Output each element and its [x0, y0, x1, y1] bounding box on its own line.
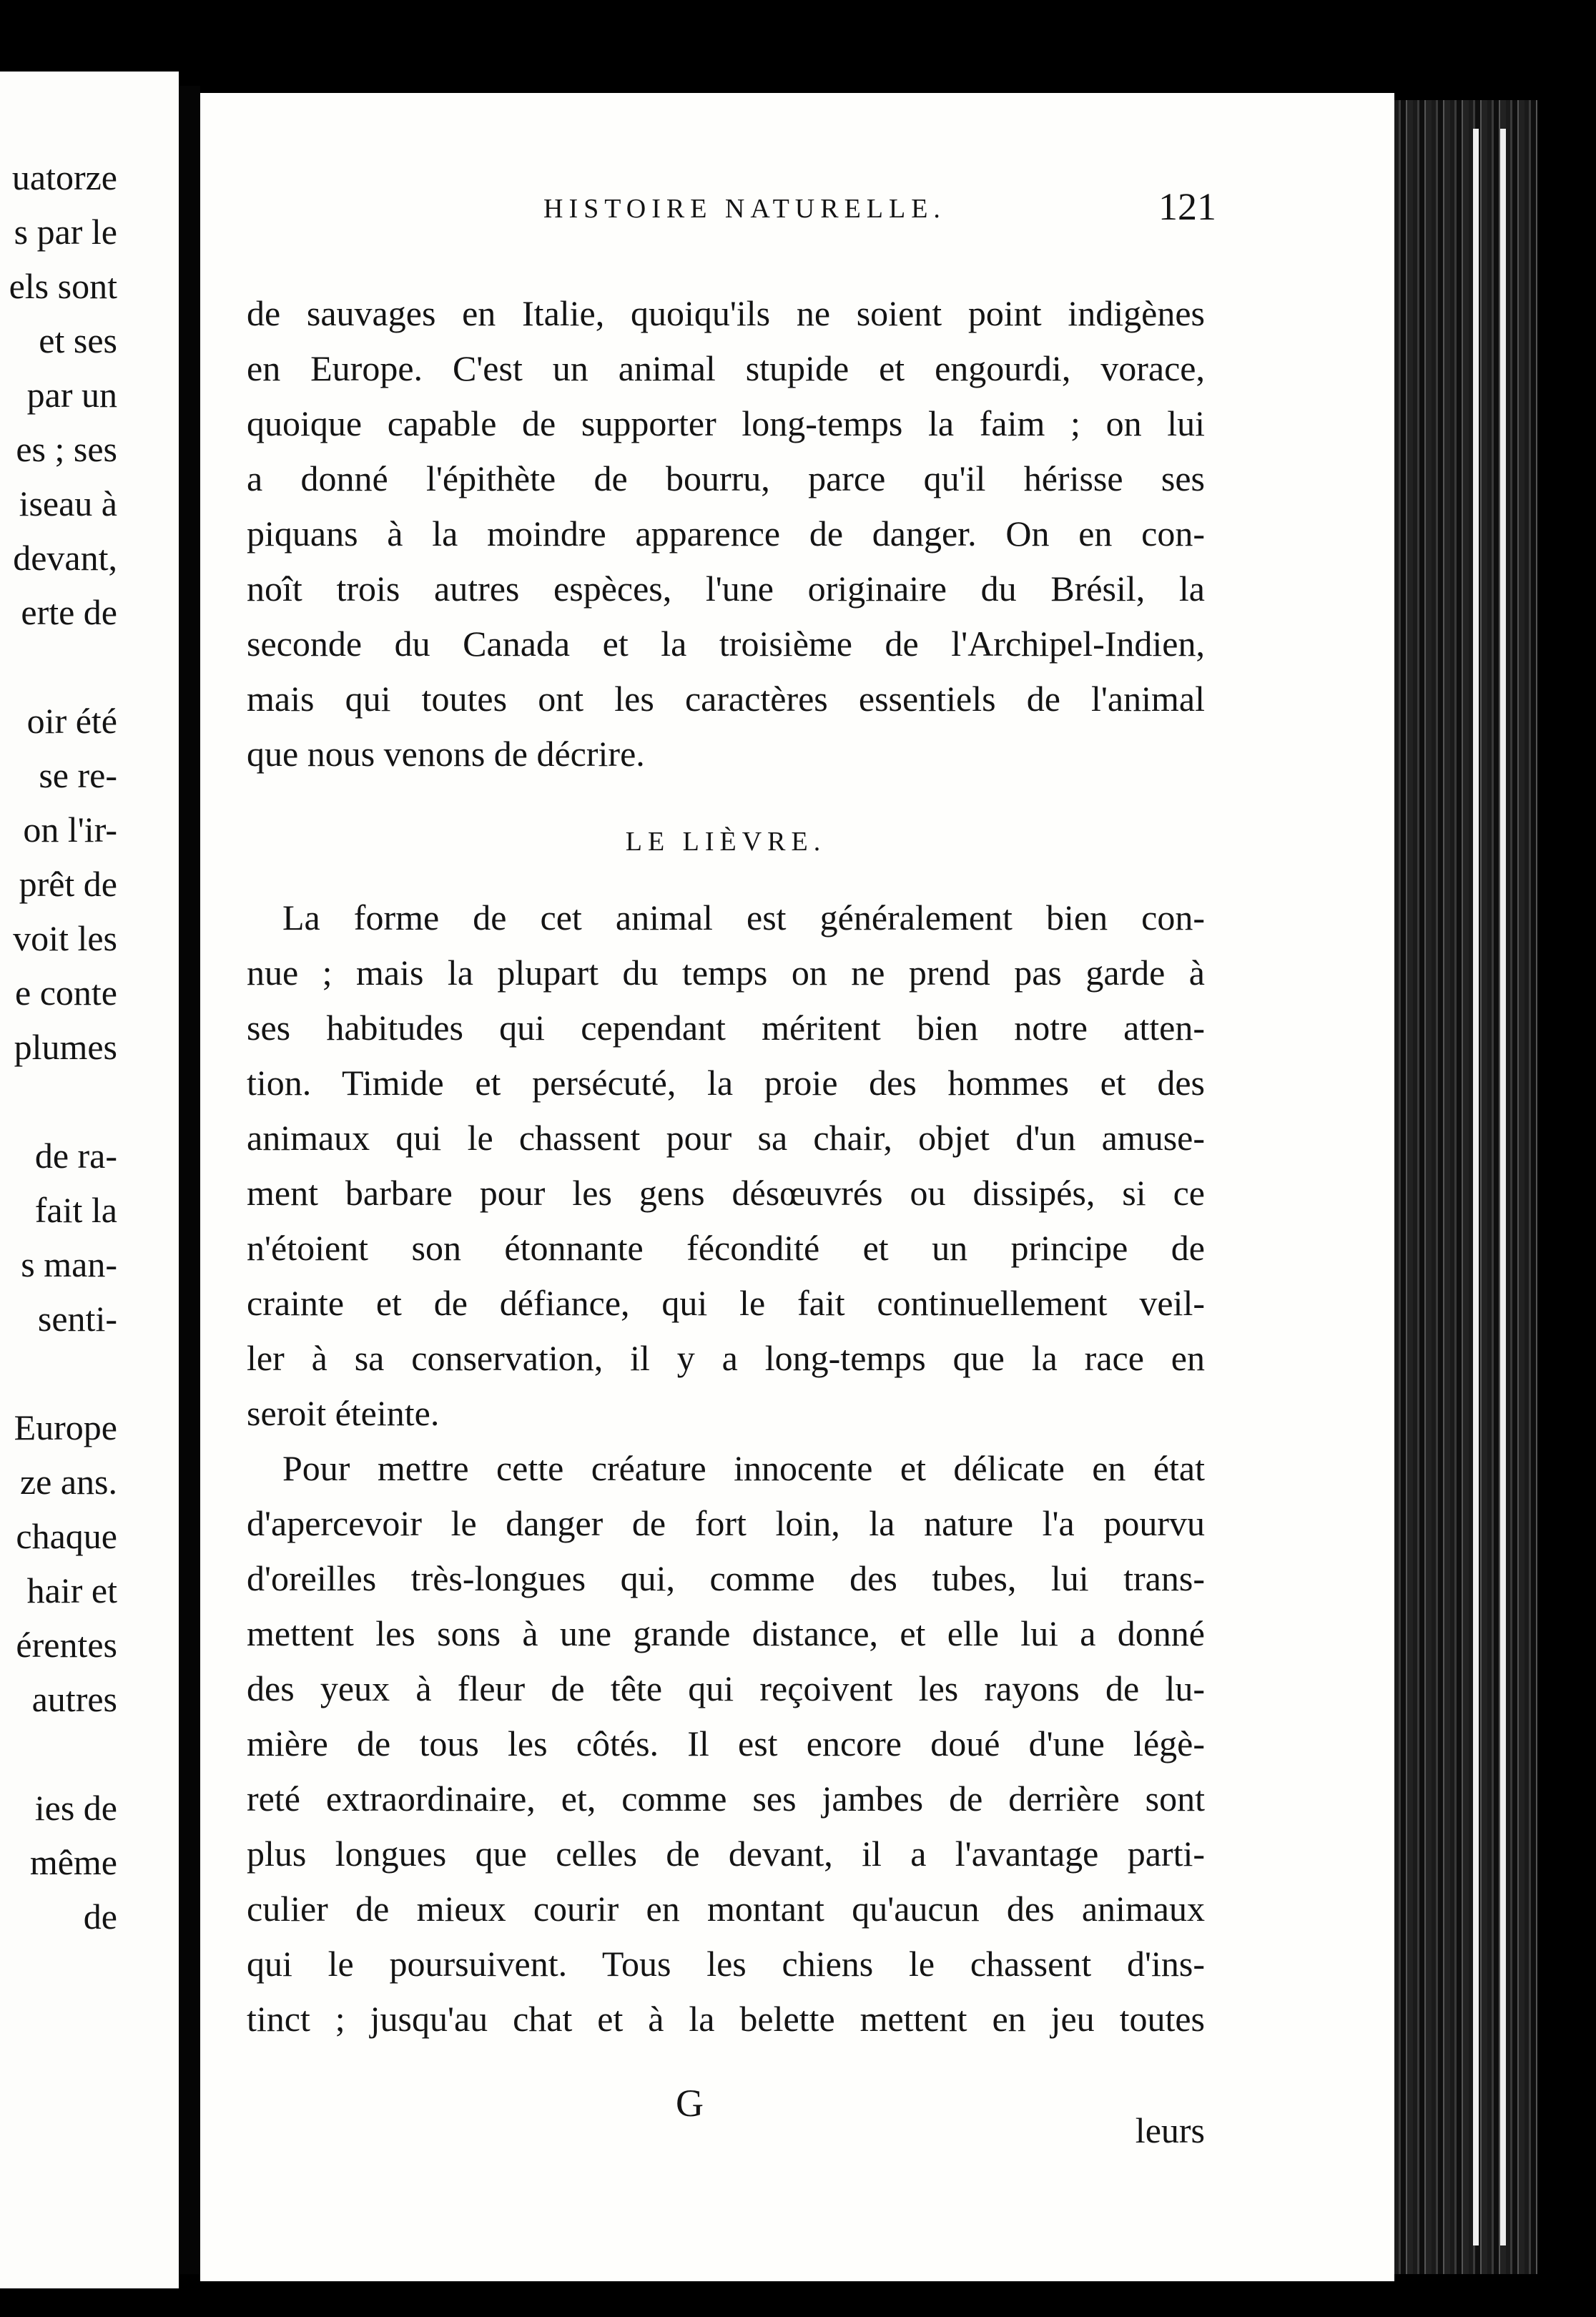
text-line: d'apercevoir le danger de fort loin, la nature l'a pourvu — [247, 1503, 1205, 1543]
section-title: LE LIÈVRE. — [625, 827, 827, 857]
left-page-fragment — [0, 72, 179, 2288]
text-line: a donné l'épithète de bourru, parce qu'il hérisse ses — [247, 458, 1205, 498]
text-line: crainte et de défiance, qui le fait continuellement veil- — [247, 1283, 1205, 1323]
left-page-line: ies de — [34, 1788, 117, 1828]
text-line: reté extraordinaire, et, comme ses jambes de derrière sont — [247, 1779, 1205, 1819]
left-page-line: fait la — [34, 1190, 117, 1230]
signature-mark: G — [676, 2082, 704, 2125]
left-page-line: senti- — [37, 1299, 117, 1339]
text-line: seroit éteinte. — [247, 1393, 440, 1433]
left-page-line: prêt de — [19, 864, 117, 904]
text-line: noît trois autres espèces, l'une originaire du Brésil, la — [247, 569, 1205, 609]
text-line: ler à sa conservation, il y a long-temps que la race en — [247, 1338, 1205, 1378]
left-page-line: érentes — [16, 1625, 117, 1665]
left-page-line: on l'ir- — [23, 810, 117, 850]
text-line: mais qui toutes ont les caractères essentiels de l'animal — [247, 679, 1205, 719]
page-number: 121 — [1158, 185, 1216, 228]
text-line: animaux qui le chassent pour sa chair, objet d'un amuse- — [247, 1118, 1205, 1158]
text-line: La forme de cet animal est généralement bien con- — [282, 897, 1205, 938]
text-line: de sauvages en Italie, quoiqu'ils ne soient point indigènes — [247, 293, 1205, 333]
text-line: culier de mieux courir en montant qu'aucun des animaux — [247, 1889, 1205, 1929]
text-line: tion. Timide et persécuté, la proie des hommes et des — [247, 1063, 1205, 1103]
catchword: leurs — [1135, 2110, 1205, 2150]
left-page-line: iseau à — [19, 483, 117, 523]
text-line: que nous venons de décrire. — [247, 734, 645, 774]
paragraph-hedgehog-end — [247, 286, 1205, 782]
book-gutter — [179, 86, 200, 2274]
page-footer — [247, 2081, 1205, 2150]
text-line: seconde du Canada et la troisième de l'Archipel-Indien, — [247, 624, 1205, 664]
text-line: des yeux à fleur de tête qui reçoivent les rayons de lu- — [247, 1668, 1205, 1708]
text-line: qui le poursuivent. Tous les chiens le chassent d'ins- — [247, 1944, 1205, 1984]
left-page-line: devant, — [13, 538, 117, 578]
text-line: piquans à la moindre apparence de danger. On en con- — [247, 513, 1205, 554]
page-edge-strip — [1500, 129, 1506, 2245]
left-page-line: plumes — [14, 1027, 117, 1067]
left-page-line: uatorze — [11, 157, 117, 197]
text-line: n'étoient son étonnante fécondité et un principe de — [247, 1228, 1205, 1268]
left-page-line: même — [29, 1842, 117, 1882]
body-text — [247, 286, 1205, 2047]
running-title: HISTOIRE NATURELLE. — [543, 194, 946, 224]
text-line: quoique capable de supporter long-temps la faim ; on lui — [247, 403, 1205, 443]
left-page-line: Europe — [14, 1407, 117, 1447]
text-line: Pour mettre cette créature innocente et délicate en état — [282, 1448, 1205, 1488]
page-edges — [1394, 100, 1537, 2274]
left-page-line: chaque — [16, 1516, 117, 1556]
left-page-line: oir été — [26, 701, 117, 741]
text-line: nue ; mais la plupart du temps on ne prend pas garde à — [247, 953, 1205, 993]
text-line: mière de tous les côtés. Il est encore doué d'une légè- — [247, 1723, 1205, 1763]
text-line: ses habitudes qui cependant méritent bien notre atten- — [247, 1008, 1205, 1048]
paragraph-hare-intro — [247, 890, 1205, 1441]
left-page-line: de ra- — [34, 1136, 117, 1176]
text-line: plus longues que celles de devant, il a l'avantage parti- — [247, 1834, 1205, 1874]
left-page-line: autres — [31, 1679, 117, 1719]
left-page-line: ze ans. — [19, 1462, 117, 1502]
text-line: mettent les sons à une grande distance, et elle lui a donné — [247, 1613, 1205, 1653]
left-page-line: s man- — [21, 1244, 117, 1284]
paragraph-hare-senses — [247, 1441, 1205, 2047]
left-page-line: de — [83, 1897, 117, 1937]
text-line: d'oreilles très-longues qui, comme des tubes, lui trans- — [247, 1558, 1205, 1598]
left-page-line: hair et — [26, 1570, 117, 1610]
left-page-line: se re- — [39, 755, 117, 795]
left-page-line: par un — [26, 375, 117, 415]
left-page-line: voit les — [13, 918, 117, 958]
left-page-line: s par le — [14, 212, 117, 252]
left-page-line: es ; ses — [16, 429, 117, 469]
left-page-line: et ses — [39, 320, 117, 360]
left-page-line: els sont — [9, 266, 117, 306]
text-line: ment barbare pour les gens désœuvrés ou dissipés, si ce — [247, 1173, 1205, 1213]
left-page-line: erte de — [21, 592, 117, 632]
page-edge-strip — [1473, 129, 1479, 2245]
text-line: tinct ; jusqu'au chat et à la belette mettent en jeu toutes — [247, 1999, 1205, 2039]
left-page-line: e conte — [15, 973, 117, 1013]
text-line: en Europe. C'est un animal stupide et engourdi, vorace, — [247, 348, 1205, 388]
